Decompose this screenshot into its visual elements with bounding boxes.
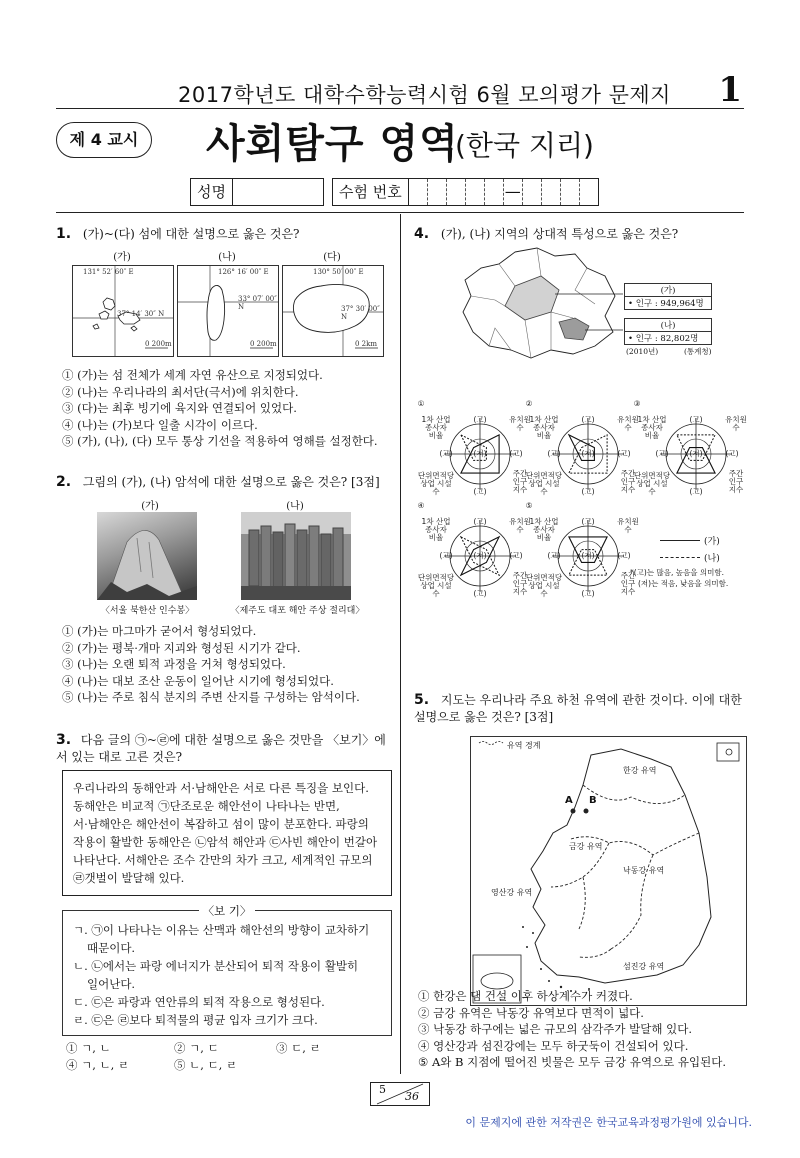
legend-ga-label: (가) [625, 284, 711, 297]
choice-number: ① [417, 399, 425, 408]
scale-bar-label: 0 2km [355, 340, 378, 348]
basin-label-seomjin: 섬진강 유역 [623, 962, 665, 971]
radar-legend [660, 534, 740, 564]
axis-label-primary-industry: 1차 산업 종사자 비율 [421, 517, 451, 542]
radar-note [630, 567, 728, 589]
bogi-title: 〈보 기〉 [199, 904, 256, 918]
axis-high-mark: (고) [509, 449, 523, 458]
legend-line-na: (나) [704, 554, 720, 564]
axis-label-kindergarten: 유치원 수 [509, 415, 531, 432]
axis-high-mark: (고) [547, 551, 561, 560]
axis-high-mark: (고) [581, 487, 595, 496]
column-divider [400, 214, 401, 1074]
answer-option[interactable]: ② (가)는 평북·개마 지괴와 형성된 시기가 같다. [62, 640, 301, 655]
solid-line-icon [660, 540, 700, 541]
answer-option[interactable]: ③ (나)는 오랜 퇴적 과정을 거쳐 형성되었다. [62, 657, 286, 671]
axis-low-mark: (저) [689, 449, 703, 458]
answer-option[interactable]: ⑤ ㄴ, ㄷ, ㄹ [174, 1058, 238, 1072]
korea-basin-svg [471, 737, 746, 1005]
axis-label-kindergarten: 유치원 수 [725, 415, 747, 432]
exam-digit[interactable] [409, 179, 428, 205]
exam-title: 2017학년도 대학수학능력시험 6월 모의평가 문제지 [178, 83, 671, 107]
axis-low-mark: (저) [473, 449, 487, 458]
question-5-options [418, 988, 758, 1071]
reading-passage [62, 770, 392, 896]
question-1-options [62, 367, 392, 450]
granite-photo [97, 512, 197, 600]
exam-digit[interactable] [485, 179, 504, 205]
map-label: (나) [218, 252, 236, 263]
question-5-stem [414, 692, 754, 726]
axis-high-mark: (고) [689, 487, 703, 496]
data-year: (2010년) [626, 347, 659, 356]
note-line: (저)는 적음, 낮음을 의미함. [638, 579, 729, 588]
answer-option[interactable]: ④ (나)는 (가)보다 일출 시각이 이르다. [62, 417, 258, 432]
question-text: 지도는 우리나라 주요 하천 유역에 관한 것이다. 이에 대한 설명으로 옳은 것은? [3점] [414, 693, 742, 724]
answer-option[interactable]: ② 금강 유역은 낙동강 유역보다 면적이 넓다. [418, 1005, 644, 1020]
axis-high-mark: (고) [725, 449, 739, 458]
scale-bar-label: 0 200m [250, 340, 277, 348]
answer-option[interactable]: ④ ㄱ, ㄴ, ㄹ [66, 1058, 130, 1072]
legend-na-box [624, 318, 712, 345]
axis-label-kindergarten: 유치원 수 [617, 415, 639, 432]
basin-label-nakdong: 낙동강 유역 [623, 866, 665, 875]
exam-digit[interactable] [523, 179, 542, 205]
exam-digit[interactable] [561, 179, 580, 205]
legend-ga-box [624, 283, 712, 310]
question-number: 5. [414, 692, 430, 708]
copyright-notice: 이 문제지에 관한 저작권은 한국교육과정평가원에 있습니다. [465, 1116, 752, 1129]
axis-label-commercial: 단위면적당 상업 시설 수 [633, 471, 671, 496]
bogi-item: ㄷ. ㉢은 파랑과 연안류의 퇴적 작용으로 형성된다. [73, 995, 325, 1009]
photo-label: (나) [286, 501, 304, 512]
axis-high-mark: (고) [473, 517, 487, 526]
page-counter [370, 1082, 430, 1106]
question-text: 그림의 (가), (나) 암석에 대한 설명으로 옳은 것은? [3점] [82, 475, 380, 489]
page-number: 1 [718, 70, 742, 110]
answer-option[interactable]: ① 한강은 댐 건설 이후 하상계수가 커졌다. [418, 989, 633, 1003]
axis-label-primary-industry: 1차 산업 종사자 비율 [529, 517, 559, 542]
axis-low-mark: (저) [581, 449, 595, 458]
axis-high-mark: (고) [509, 551, 523, 560]
axis-low-mark: (저) [581, 551, 595, 560]
basin-label-geum: 금강 유역 [569, 842, 603, 851]
name-field[interactable] [190, 178, 324, 206]
answer-option[interactable]: ② ㄱ, ㄷ [174, 1041, 219, 1055]
legend-na-population: • 인구 : 82,802명 [628, 334, 699, 344]
dashed-line-icon [660, 557, 700, 558]
axis-label-kindergarten: 유치원 수 [509, 517, 531, 534]
subject-title: 사회탐구 영역 [206, 121, 459, 167]
name-label: 성명 [191, 179, 233, 205]
longitude-label: 130° 50′ 00″ E [313, 268, 364, 276]
bogi-box [62, 904, 392, 1036]
passage-line: 나타난다. 서해안은 조수 간만의 차가 크고, 세계적인 규모의 [73, 853, 373, 867]
question-number: 1. [56, 226, 72, 242]
province-map [455, 246, 625, 361]
exam-dash: — [504, 179, 523, 205]
scale-bar-label: 0 200m [145, 340, 172, 348]
point-b-label: B [589, 795, 597, 806]
basin-label-yeongsan: 영산강 유역 [491, 888, 533, 897]
point-a-label: A [565, 795, 573, 806]
axis-high-mark: (고) [473, 487, 487, 496]
axis-high-mark: (고) [617, 449, 631, 458]
bogi-item: ㄴ. ㉡에서는 파랑 에너지가 분산되어 퇴적 작용이 활발히 [73, 959, 359, 973]
photo-caption: 〈제주도 대포 해안 주상 절리대〉 [230, 606, 365, 616]
answer-option[interactable]: ④ 영산강과 섬진강에는 모두 하굿둑이 건설되어 있다. [418, 1038, 689, 1053]
map-legend-label: 유역 경계 [507, 741, 541, 750]
legend-line-ga: (가) [704, 537, 720, 547]
answer-option[interactable]: ① (가)는 섬 전체가 세계 자연 유산으로 지정되었다. [62, 368, 323, 382]
exam-number-field[interactable] [332, 178, 599, 206]
question-2-options [62, 623, 392, 706]
answer-option[interactable]: ② (나)는 우리나라의 최서단(극서)에 위치한다. [62, 384, 299, 399]
legend-na-label: (나) [625, 319, 711, 332]
columnar-joint-photo [241, 512, 351, 600]
question-text: (가), (나) 지역의 상대적 특성으로 옳은 것은? [440, 227, 679, 241]
subject-subtitle: (한국 지리) [455, 129, 594, 162]
axis-high-mark: (고) [617, 551, 631, 560]
photo-caption: 〈서울 북한산 인수봉〉 [100, 606, 195, 616]
longitude-label: 131° 52′ 60″ E [83, 268, 134, 276]
axis-label-primary-industry: 1차 산업 종사자 비율 [421, 415, 451, 440]
question-text: (가)~(다) 섬에 대한 설명으로 옳은 것은? [82, 227, 300, 241]
passage-line: ㉣갯벌이 발달해 있다. [73, 871, 185, 885]
choice-number: ⑤ [525, 501, 533, 510]
axis-low-mark: (저) [473, 551, 487, 560]
passage-line: 서·남해안은 해안선이 복잡하고 섬이 많이 분포한다. 파랑의 [73, 817, 369, 831]
axis-high-mark: (고) [473, 415, 487, 424]
axis-label-commercial: 단위면적당 상업 시설 수 [417, 471, 455, 496]
radar-option-3[interactable] [633, 399, 756, 496]
axis-label-daytime-pop: 주간 인구 지수 [512, 571, 528, 596]
island-map-ga [72, 265, 174, 357]
note-line: *(고)는 많음, 높음을 의미함. [630, 568, 724, 577]
choice-number: ④ [417, 501, 425, 510]
answer-option[interactable]: ① (가)는 마그마가 굳어서 형성되었다. [62, 624, 257, 638]
axis-label-commercial: 단위면적당 상업 시설 수 [417, 573, 455, 598]
latitude-label: 37° 14′ 30″ N [117, 310, 165, 318]
passage-line: 우리나라의 동해안과 서·남해안은 서로 다른 특징을 보인다. [73, 781, 369, 795]
name-input-area[interactable] [233, 179, 323, 205]
axis-high-mark: (고) [439, 551, 453, 560]
axis-high-mark: (고) [547, 449, 561, 458]
bogi-item: 일어난다. [87, 977, 136, 991]
axis-high-mark: (고) [689, 415, 703, 424]
latitude-label: 37° 30′ 00″ N [341, 305, 380, 321]
question-text: 다음 글의 ㉠~㉣에 대한 설명으로 옳은 것만을 〈보기〉에서 있는 대로 고른 것은? [56, 733, 386, 764]
axis-high-mark: (고) [439, 449, 453, 458]
bogi-item: 때문이다. [87, 941, 136, 955]
question-2-stem [56, 474, 391, 491]
answer-option[interactable]: ④ (나)는 대보 조산 운동이 일어난 시기에 형성되었다. [62, 673, 334, 688]
map-label: (가) [113, 252, 131, 263]
basin-label-han: 한강 유역 [623, 766, 657, 775]
axis-label-commercial: 단위면적당 상업 시설 수 [525, 573, 563, 598]
axis-label-daytime-pop: 주간 인구 지수 [728, 469, 744, 494]
axis-high-mark: (고) [581, 415, 595, 424]
answer-option[interactable]: ⑤ (가), (나), (다) 모두 통상 기선을 적용하여 영해를 설정한다. [62, 434, 378, 448]
bogi-item: ㄹ. ㉢은 ㉣보다 퇴적물의 평균 입자 크기가 크다. [73, 1013, 318, 1027]
map-label: (다) [323, 252, 341, 263]
choice-number: ③ [633, 399, 641, 408]
question-number: 2. [56, 474, 72, 490]
axis-label-primary-industry: 1차 산업 종사자 비율 [637, 415, 667, 440]
answer-option[interactable]: ③ ㄷ, ㄹ [276, 1041, 321, 1055]
question-1-stem [56, 226, 391, 243]
latitude-label: 33° 07′ 00″ N [238, 295, 277, 311]
question-number: 4. [414, 226, 430, 242]
axis-label-daytime-pop: 주간 인구 지수 [512, 469, 528, 494]
answer-option[interactable]: ③ (다)는 최후 빙기에 육지와 연결되어 있었다. [62, 401, 297, 415]
choice-number: ② [525, 399, 533, 408]
question-4-stem [414, 226, 754, 243]
exam-digit[interactable] [466, 179, 485, 205]
period-badge: 제 4 교시 [56, 122, 152, 158]
answer-option[interactable]: ⑤ A와 B 지점에 떨어진 빗물은 모두 금강 유역으로 유입된다. [418, 1055, 727, 1069]
passage-line: 동해안은 비교적 ㉠단조로운 해안선이 나타나는 반면, [73, 799, 340, 813]
axis-label-primary-industry: 1차 산업 종사자 비율 [529, 415, 559, 440]
section-rule [56, 212, 744, 213]
axis-label-commercial: 단위면적당 상업 시설 수 [525, 471, 563, 496]
axis-high-mark: (고) [473, 589, 487, 598]
passage-line: 작용이 활발한 동해안은 ㉡암석 해안과 ㉢사빈 해안이 번갈아 [73, 835, 378, 849]
exam-digit[interactable] [580, 179, 598, 205]
data-source: (통계청) [684, 347, 712, 356]
answer-option[interactable]: ③ 낙동강 하구에는 넓은 규모의 삼각주가 발달해 있다. [418, 1022, 693, 1036]
answer-option[interactable]: ⑤ (나)는 주로 침식 분지의 주변 산지를 구성하는 암석이다. [62, 690, 360, 704]
island-map-da [282, 265, 384, 357]
axis-label-kindergarten: 유치원 수 [617, 517, 639, 534]
photo-label: (가) [141, 501, 159, 512]
total-pages: 36 [405, 1090, 419, 1103]
legend-ga-population: • 인구 : 949,964명 [628, 299, 704, 309]
exam-digit[interactable] [428, 179, 447, 205]
exam-digit[interactable] [447, 179, 466, 205]
answer-option[interactable]: ① ㄱ, ㄴ [66, 1041, 111, 1055]
axis-high-mark: (고) [655, 449, 669, 458]
bogi-item: ㄱ. ㉠이 나타나는 이유는 산맥과 해안선의 방향이 교차하기 [73, 923, 370, 937]
axis-high-mark: (고) [581, 589, 595, 598]
current-page: 5 [379, 1083, 386, 1096]
exam-number-label: 수험 번호 [333, 179, 409, 205]
exam-digit[interactable] [542, 179, 561, 205]
axis-label-daytime-pop: 주간 인구 지수 [620, 469, 636, 494]
island-map-na [177, 265, 279, 357]
header-rule [56, 108, 744, 109]
longitude-label: 126° 16′ 00″ E [218, 268, 269, 276]
axis-label-daytime-pop: 주간 인구 지수 [620, 571, 636, 596]
question-number: 3. [56, 732, 72, 748]
axis-high-mark: (고) [581, 517, 595, 526]
question-3-stem [56, 732, 391, 766]
river-basin-map [470, 736, 747, 1006]
